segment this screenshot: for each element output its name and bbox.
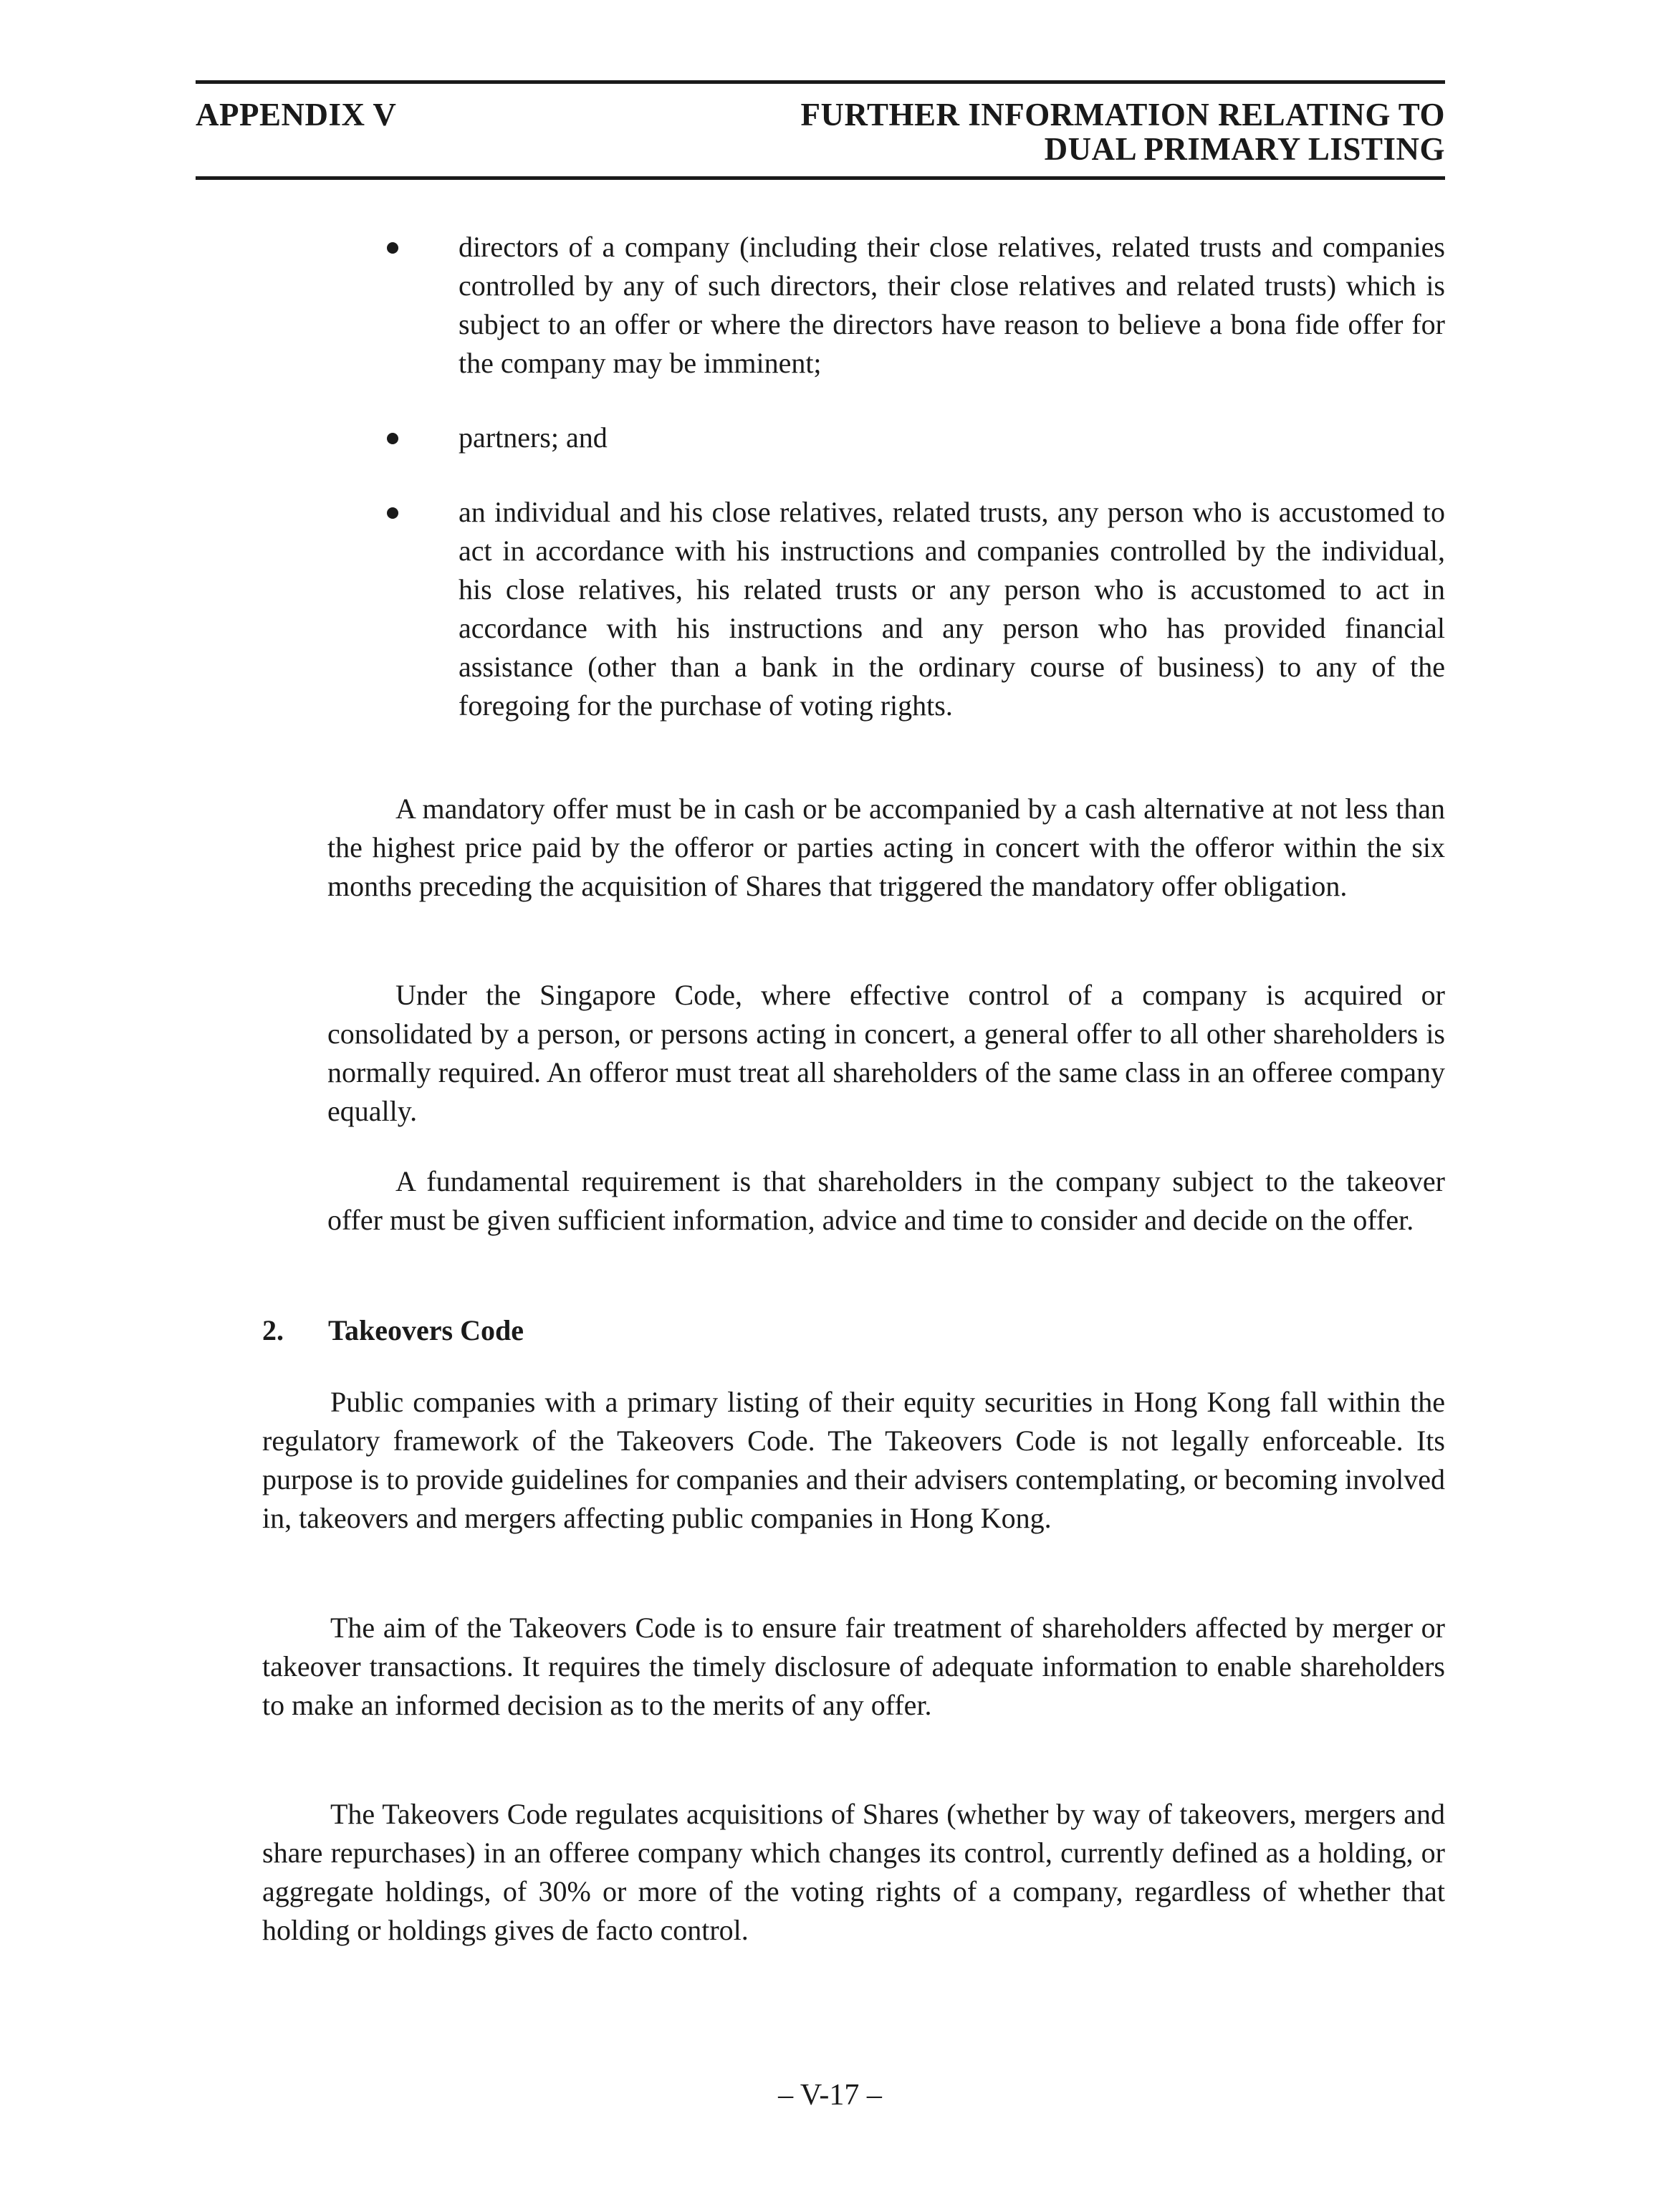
paragraph-mandatory-offer: A mandatory offer must be in cash or be accompanied by a cash alternative at not less than the highest price paid by the offeror or parties acting in concert with the offeror within the six months preceding the acquisition of Shares that triggered the mandatory offer obligation. — [327, 793, 1445, 902]
section-number: 2. — [262, 1314, 284, 1346]
paragraph-public-companies: Public companies with a primary listing of their equity securities in Hong Kong fall within the regulatory framework of the Takeovers Code. The Takeovers Code is not legally enforceable. Its purpose is to provide guidelines for companies and their advisers contemplating, or becoming involved in, takeovers and mergers affecting public companies in Hong Kong. — [262, 1386, 1445, 1534]
header-title — [801, 97, 1445, 166]
header-title-line2: DUAL PRIMARY LISTING — [1044, 131, 1445, 167]
header-bottom-rule — [196, 176, 1445, 180]
page-number: – V-17 – — [778, 2079, 882, 2112]
bullet-dot-icon — [387, 242, 398, 254]
header-title-line1: FURTHER INFORMATION RELATING TO — [800, 97, 1445, 133]
section-title: Takeovers Code — [328, 1314, 524, 1346]
bullet-dot-icon — [387, 433, 398, 444]
bullet-item — [387, 493, 1445, 725]
paragraph-regulates: The Takeovers Code regulates acquisitions of Shares (whether by way of takeovers, mergers and share repurchases) in an offeree company which changes its control, currently defined as a holding, or aggregate holdings, of 30% or more of the voting rights of a company, regardless of whether that holding or holdings gives de facto control. — [262, 1798, 1445, 1946]
bullet-list — [387, 228, 1445, 761]
bullet-text: directors of a company (including their close relatives, related trusts and companies controlled by any of such directors, their close relatives and related trusts) which is subject to an offer or where the directors have reason to believe a bona fide offer for the company may be imminent; — [459, 231, 1445, 379]
appendix-label: APPENDIX V — [196, 97, 397, 133]
bullet-text: an individual and his close relatives, related trusts, any person who is accustomed to act in accordance with his instructions and companies controlled by the individual, his close relatives, his related trusts or any person who is accustomed to act in accordance with his instructions and any person who has provided financial assistance (other than a bank in the ordinary course of business) to any of the foregoing for the purchase of voting rights. — [459, 496, 1445, 722]
paragraph-singapore-code: Under the Singapore Code, where effective control of a company is acquired or consolidated by a person, or persons acting in concert, a general offer to all other shareholders is normally required. An offeror must treat all shareholders of the same class in an offeree company equally. — [327, 979, 1445, 1127]
bullet-item — [387, 418, 1445, 457]
section-heading — [262, 1311, 524, 1350]
paragraph-aim: The aim of the Takeovers Code is to ensure fair treatment of shareholders affected by merger or takeover transactions. It requires the timely disclosure of adequate information to enable shareholders to make an informed decision as to the merits of any offer. — [262, 1612, 1445, 1721]
paragraph-fundamental-requirement: A fundamental requirement is that shareholders in the company subject to the takeover offer must be given sufficient information, advice and time to consider and decide on the offer. — [327, 1165, 1445, 1236]
header-top-rule — [196, 80, 1445, 84]
bullet-dot-icon — [387, 507, 398, 519]
bullet-item — [387, 228, 1445, 383]
bullet-text: partners; and — [459, 421, 608, 454]
